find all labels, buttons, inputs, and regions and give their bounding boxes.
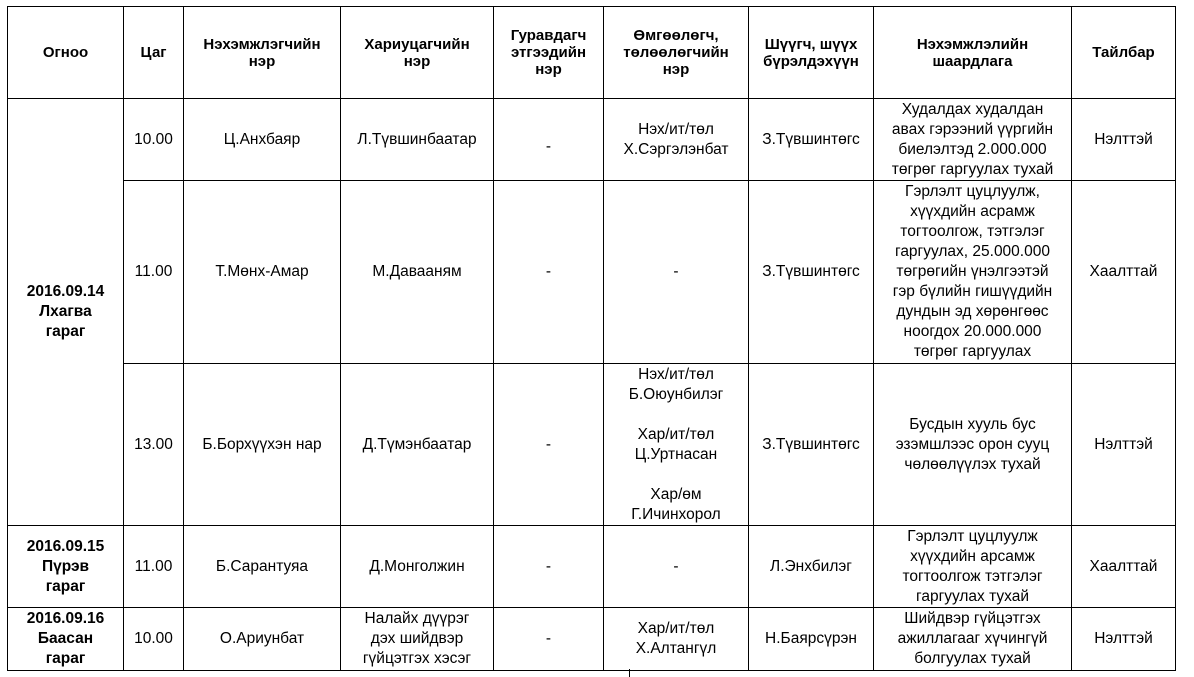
note-cell: Хаалттай (1072, 526, 1176, 608)
claim-cell: Гэрлэлт цуцлуулж хүүхдийн арсамж тогтоолгож тэтгэлэг гаргуулах тухай (874, 526, 1072, 608)
page-edge-mark (629, 669, 630, 677)
header-note: Тайлбар (1072, 7, 1176, 99)
date-cell: 2016.09.14 Лхагва гараг (8, 99, 124, 526)
defendant-cell: Налайх дүүрэг дэх шийдвэр гүйцэтгэх хэсэг (341, 608, 494, 671)
note-cell: Нэлттэй (1072, 608, 1176, 671)
plaintiff-cell: Т.Мөнх-Амар (184, 181, 341, 364)
date-cell: 2016.09.15 Пүрэв гараг (8, 526, 124, 608)
header-claim: Нэхэмжлэлийн шаардлага (874, 7, 1072, 99)
claim-cell: Бусдын хууль бус эзэмшлээс орон сууц чөлөөлүүлэх тухай (874, 364, 1072, 526)
judge-cell: З.Түвшинтөгс (749, 181, 874, 364)
court-hearing-schedule-table (7, 6, 1176, 671)
judge-cell: Н.Баярсүрэн (749, 608, 874, 671)
note-cell: Нэлттэй (1072, 364, 1176, 526)
header-date: Огноо (8, 7, 124, 99)
plaintiff-cell: О.Ариунбат (184, 608, 341, 671)
third-party-cell: - (494, 181, 604, 364)
defendant-cell: Д.Түмэнбаатар (341, 364, 494, 526)
defendant-cell: Л.Түвшинбаатар (341, 99, 494, 181)
claim-cell: Шийдвэр гүйцэтгэх ажиллагааг хүчингүй болгуулах тухай (874, 608, 1072, 671)
defendant-cell: М.Давааням (341, 181, 494, 364)
claim-cell: Худалдах худалдан авах гэрээний үүргийн биелэлтэд 2.000.000 төгрөг гаргуулах тухай (874, 99, 1072, 181)
plaintiff-cell: Б.Борхүүхэн нар (184, 364, 341, 526)
table-row (8, 181, 1176, 364)
note-cell: Нэлттэй (1072, 99, 1176, 181)
header-representative: Өмгөөлөгч, төлөөлөгчийн нэр (604, 7, 749, 99)
plaintiff-cell: Б.Сарантуяа (184, 526, 341, 608)
representative-cell: Нэх/ит/төл Х.Сэргэлэнбат (604, 99, 749, 181)
header-defendant: Хариуцагчийн нэр (341, 7, 494, 99)
header-judge: Шүүгч, шүүх бүрэлдэхүүн (749, 7, 874, 99)
claim-cell: Гэрлэлт цуцлуулж, хүүхдийн асрамж тогтоолгож, тэтгэлэг гаргуулах, 25.000.000 төгрөгийн үнэлгээтэй гэр бүлийн гишүүдийн дундын эд хөрөнгөөс ноогдох 20.000.000 төгрөг гаргуулах (874, 181, 1072, 364)
representative-cell: Хар/ит/төл Х.Алтангүл (604, 608, 749, 671)
defendant-cell: Д.Монголжин (341, 526, 494, 608)
note-cell: Хаалттай (1072, 181, 1176, 364)
table-row (8, 99, 1176, 181)
time-cell: 10.00 (124, 608, 184, 671)
time-cell: 11.00 (124, 526, 184, 608)
third-party-cell: - (494, 99, 604, 181)
time-cell: 10.00 (124, 99, 184, 181)
time-cell: 13.00 (124, 364, 184, 526)
third-party-cell: - (494, 364, 604, 526)
representative-cell: Нэх/ит/төл Б.Оюунбилэг Хар/ит/төл Ц.Уртнасан Хар/өм Г.Ичинхорол (604, 364, 749, 526)
plaintiff-cell: Ц.Анхбаяр (184, 99, 341, 181)
table-row (8, 526, 1176, 608)
header-time: Цаг (124, 7, 184, 99)
header-row (8, 7, 1176, 99)
header-third-party: Гуравдагч этгээдийн нэр (494, 7, 604, 99)
judge-cell: З.Түвшинтөгс (749, 99, 874, 181)
representative-cell: - (604, 526, 749, 608)
table-row (8, 364, 1176, 526)
representative-cell: - (604, 181, 749, 364)
time-cell: 11.00 (124, 181, 184, 364)
third-party-cell: - (494, 526, 604, 608)
header-plaintiff: Нэхэмжлэгчийн нэр (184, 7, 341, 99)
date-cell: 2016.09.16 Баасан гараг (8, 608, 124, 671)
judge-cell: З.Түвшинтөгс (749, 364, 874, 526)
third-party-cell: - (494, 608, 604, 671)
table-row (8, 608, 1176, 671)
judge-cell: Л.Энхбилэг (749, 526, 874, 608)
